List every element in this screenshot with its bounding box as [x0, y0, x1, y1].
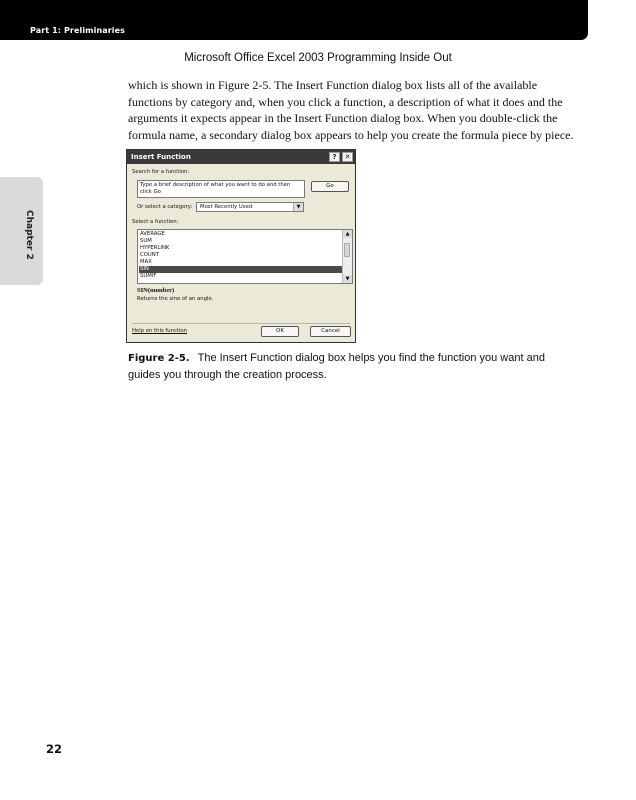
list-item[interactable]: AVERAGE — [140, 231, 165, 237]
part-label: Part 1: Preliminaries — [30, 26, 126, 35]
function-list[interactable] — [137, 229, 353, 284]
scroll-thumb[interactable] — [344, 243, 350, 257]
close-icon[interactable]: ✕ — [342, 152, 353, 162]
select-function-label: Select a function: — [132, 219, 179, 225]
list-item[interactable]: COUNT — [140, 252, 159, 258]
list-item[interactable]: HYPERLINK — [140, 245, 170, 251]
cancel-button[interactable]: Cancel — [310, 326, 351, 337]
header-bar — [0, 0, 588, 40]
chapter-tab — [0, 177, 43, 285]
list-scrollbar[interactable] — [342, 230, 352, 283]
category-value: Most Recently Used — [200, 204, 253, 210]
dialog-title: Insert Function — [131, 153, 191, 161]
ok-button[interactable]: OK — [261, 326, 299, 337]
dialog-title-bar — [127, 150, 355, 164]
help-on-function-link[interactable]: Help on this function — [132, 328, 188, 334]
category-label: Or select a category: — [137, 204, 193, 210]
figure-caption — [128, 350, 578, 383]
function-signature: SIN(number) — [137, 287, 175, 294]
list-item[interactable]: SUMIF — [140, 273, 157, 279]
search-input[interactable]: Type a brief description of what you want to do and then click Go — [137, 180, 305, 198]
page-number: 22 — [46, 742, 63, 756]
chapter-tab-label: Chapter 2 — [24, 210, 34, 260]
body-paragraph: which is shown in Figure 2-5. The Insert Function dialog box lists all of the available functions by category and, when you click a function, a description of what it does and the arguments it expects appear in the Insert Function dialog box. When you double-click the formula name, a secondary dialog box appears to help you create the formula piece by piece. — [128, 78, 574, 142]
insert-function-dialog-figure — [126, 149, 356, 343]
search-label: Search for a function: — [132, 169, 190, 175]
category-select[interactable] — [196, 202, 304, 212]
scroll-up-icon[interactable]: ▲ — [343, 230, 352, 238]
help-icon[interactable]: ? — [329, 152, 340, 162]
book-title: Microsoft Office Excel 2003 Programming Inside Out — [184, 52, 452, 64]
go-button[interactable]: Go — [311, 181, 349, 192]
caption-text: The Insert Function dialog box helps you find the function you want and guides you through the creation process. — [128, 352, 545, 381]
list-item-selected[interactable]: SIN — [139, 266, 345, 273]
scroll-down-icon[interactable]: ▼ — [343, 275, 352, 283]
chevron-down-icon[interactable]: ▼ — [293, 203, 303, 211]
function-description: Returns the sine of an angle. — [137, 296, 214, 302]
figure-label: Figure 2-5. — [128, 353, 190, 364]
divider — [132, 323, 350, 324]
list-item[interactable]: MAX — [140, 259, 152, 265]
list-item[interactable]: SUM — [140, 238, 152, 244]
